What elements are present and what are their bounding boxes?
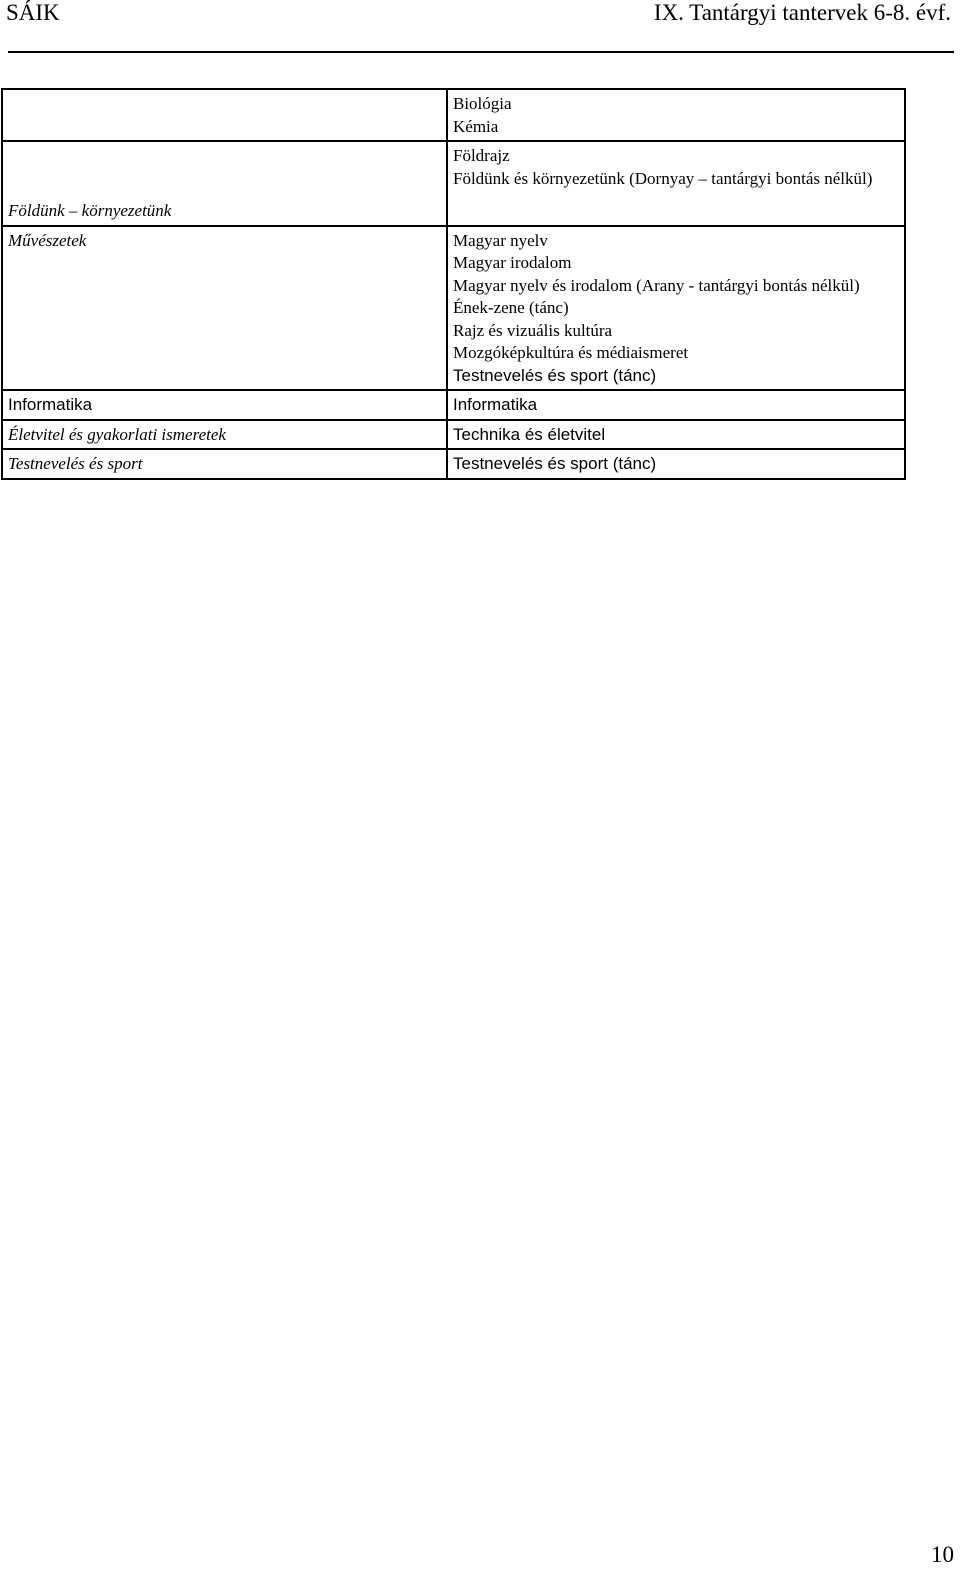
area-cell: Életvitel és gyakorlati ismeretek [2, 420, 447, 450]
subject-line: Földünk és környezetünk (Dornyay – tantárgyi bontás nélkül) [453, 168, 873, 188]
page-number: 10 [931, 1542, 954, 1567]
subject-line: Magyar nyelv [453, 230, 548, 250]
subjects-cell [447, 449, 905, 479]
subjects-cell [447, 89, 905, 141]
header-right-title: IX. Tantárgyi tantervek 6-8. évf. [653, 0, 951, 25]
area-cell [2, 89, 447, 141]
subject-line: Technika és életvitel [453, 424, 606, 444]
subjects-cell [447, 141, 905, 226]
table-row [2, 449, 905, 479]
header-divider [8, 51, 954, 53]
area-cell: Művészetek [2, 226, 447, 391]
subjects-cell [447, 420, 905, 450]
table-row [2, 141, 905, 226]
subject-line: Magyar nyelv és irodalom (Arany - tantárgyi bontás nélkül) [453, 275, 860, 295]
subject-line: Mozgóképkultúra és médiaismeret [453, 343, 689, 362]
table-row [2, 226, 905, 391]
subjects-cell [447, 226, 905, 391]
table-row [2, 89, 905, 141]
subject-line: Testnevelés és sport (tánc) [453, 365, 657, 385]
area-cell: Testnevelés és sport [2, 449, 447, 479]
subject-line: Ének-zene (tánc) [453, 298, 569, 317]
subject-line: Földrajz [453, 146, 510, 165]
subject-line: Magyar irodalom [453, 253, 572, 272]
subject-line: Informatika [453, 395, 538, 414]
area-cell: Informatika [2, 390, 447, 420]
table-row [2, 390, 905, 420]
subject-line: Biológia [453, 94, 512, 113]
subject-line: Rajz és vizuális kultúra [453, 320, 613, 340]
subject-line: Kémia [453, 116, 499, 136]
subjects-cell [447, 390, 905, 420]
table-row [2, 420, 905, 450]
area-cell: Földünk – környezetünk [2, 141, 447, 226]
subject-line: Testnevelés és sport (tánc) [453, 454, 657, 473]
curriculum-table [1, 88, 906, 480]
header-left-title: SÁIK [6, 0, 60, 25]
